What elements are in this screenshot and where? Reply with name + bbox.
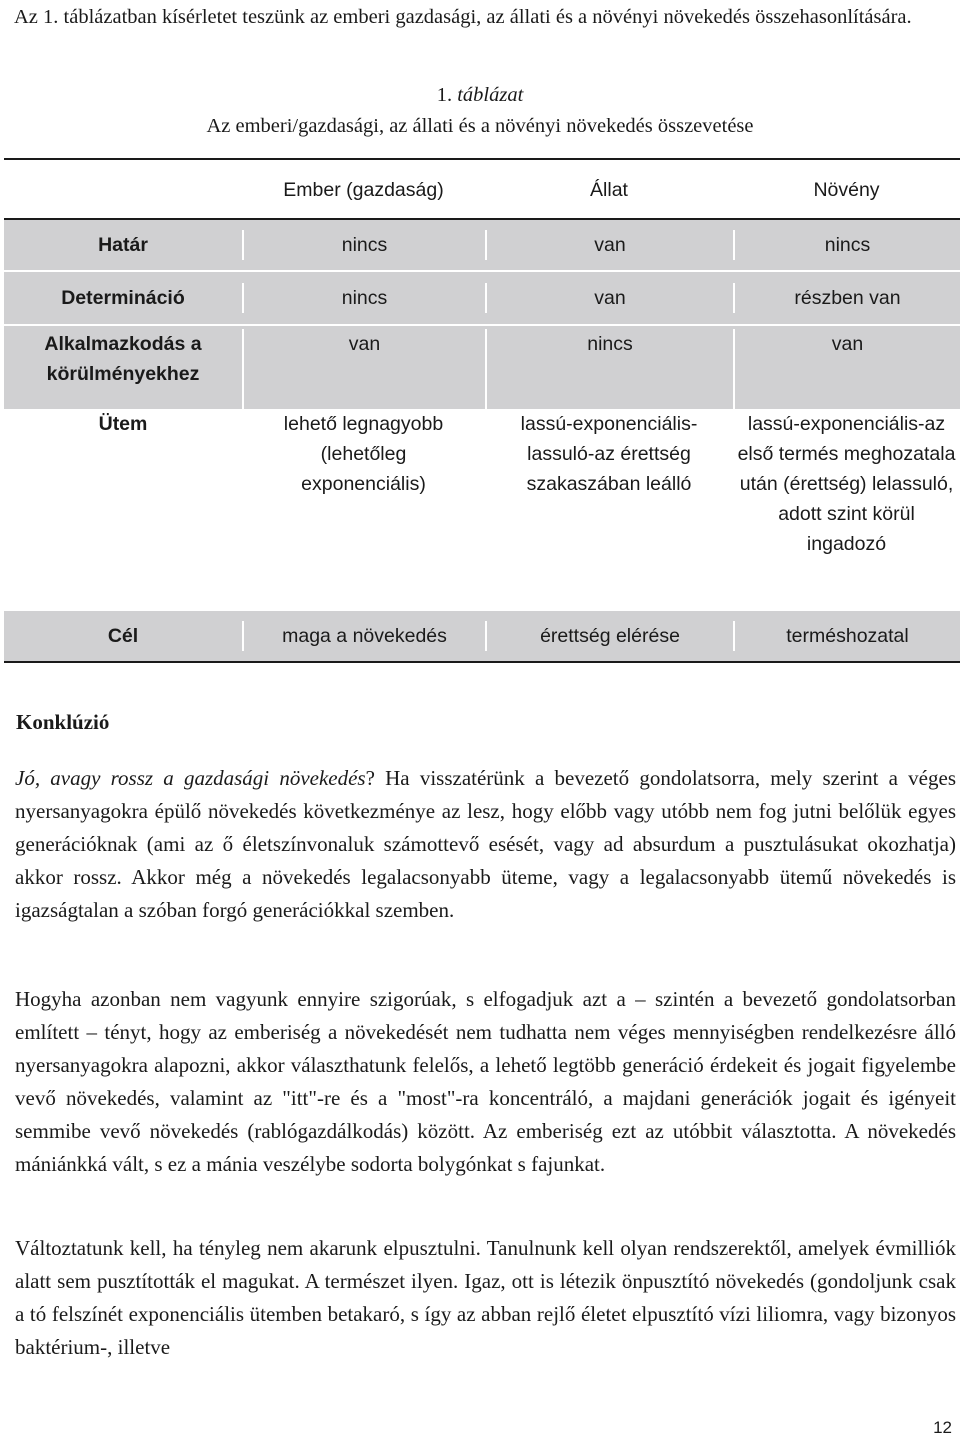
caption-label (0, 80, 960, 111)
table-cell: nincs (485, 329, 733, 409)
conclusion-heading: Konklúzió (16, 710, 110, 734)
comparison-table (4, 158, 960, 663)
paragraph-text: ? Ha visszatérünk a bevezető gondolatsorra, mely szerint a véges nyersanyagokra épülő növekedés következménye az lesz, hogy előbb vagy utóbb nem fog jutni belőlük egyes generációknak (ami az ő életszínvonaluk számottevő esését, vagy ad absurdum a pusztulásukat okozhatja) akkor rossz. Akkor még a növekedés legalacsonyabb üteme, vagy a legalacsonyabb ütemű növekedés is igazságtalan a szóban forgó generációkkal szemben. (15, 766, 956, 922)
table-cell: lehető legnagyobb (lehetőleg exponenciális) (283, 413, 444, 495)
header-cell-empty (4, 188, 242, 190)
table-cell: lassú-exponenciális-lassuló-az érettség szakaszában leálló (520, 413, 698, 495)
table-cell: nincs (242, 230, 485, 260)
paragraph-italic-question: Jó, avagy rossz a gazdasági növekedés (15, 766, 366, 790)
intro-paragraph: Az 1. táblázatban kísérletet teszünk az emberi gazdasági, az állati és a növényi növekedés összehasonlítására. (14, 6, 912, 28)
table-cell: részben van (733, 283, 960, 313)
table-row (4, 609, 960, 663)
table-cell: nincs (733, 230, 960, 260)
caption-number: 1. (436, 84, 453, 106)
paragraph: Változtatunk kell, ha tényleg nem akarunk elpusztulni. Tanulnunk kell olyan rendszerektől, amelyek évmilliók alatt sem pusztították el magukat. A természet ilyen. Igaz, ott is létezik önpusztító növekedés (gondoljunk csak a tó felszínét exponenciális ütemben betakaró, s így az abban rejlő életet elpusztító vízi liliomra, vagy bizonyos baktérium-, illetve (15, 1236, 956, 1359)
table-cell: maga a növekedés (242, 621, 485, 651)
table-cell: van (733, 329, 960, 409)
caption-label-text: táblázat (457, 84, 524, 106)
table-cell: lassú-exponenciális-az első termés meghozatala után (érettség) lelassuló, adott szint körül ingadozó (737, 413, 956, 555)
page-number: 12 (933, 1418, 952, 1437)
table-cell: van (485, 230, 733, 260)
table-cell: érettség elérése (485, 621, 733, 651)
row-label-alkalmazkodas: Alkalmazkodás a körülményekhez (44, 333, 202, 385)
row-label-utem: Ütem (98, 413, 148, 435)
table-row (4, 270, 960, 324)
table-cell: van (485, 283, 733, 313)
row-label-cel: Cél (107, 625, 139, 647)
table-cell: van (242, 329, 485, 409)
paragraph: Hogyha azonban nem vagyunk ennyire szigorúak, s elfogadjuk azt a – szintén a bevezető gondolatsorban említett – tényt, hogy az emberiség a növekedését nem tudhatta nem véges mennyiségben rendelkezésre álló nyersanyagokra alapozni, akkor választhatunk felelős, a lehető legtöbb generáció érdekeit és jogait figyelembe vevő növekedés, valamint az "itt"-re és a "most"-ra koncentráló, a majdani generációk jogait és igényeit semmibe vevő növekedés (rablógazdálkodás) között. Az emberiség ezt az utóbbit választotta. A növekedés mániánkká vált, s ez a mánia veszélybe sodorta bolygónkat s fajunkat. (15, 987, 956, 1176)
header-cell-ember: Ember (gazdaság) (283, 179, 444, 201)
table-row (4, 218, 960, 270)
table-header-row (4, 158, 960, 218)
row-label-hatar: Határ (98, 234, 148, 256)
table-row (4, 324, 960, 409)
table-cell: nincs (242, 283, 485, 313)
header-cell-allat: Állat (590, 179, 628, 201)
caption-title: Az emberi/gazdasági, az állati és a növényi növekedés összevetése (206, 115, 754, 137)
table-cell: terméshozatal (733, 621, 960, 651)
paragraph (15, 762, 956, 927)
table-caption (0, 80, 960, 142)
row-label-determinacio: Determináció (61, 287, 185, 309)
table-row (4, 409, 960, 609)
header-cell-noveny: Növény (813, 179, 880, 201)
